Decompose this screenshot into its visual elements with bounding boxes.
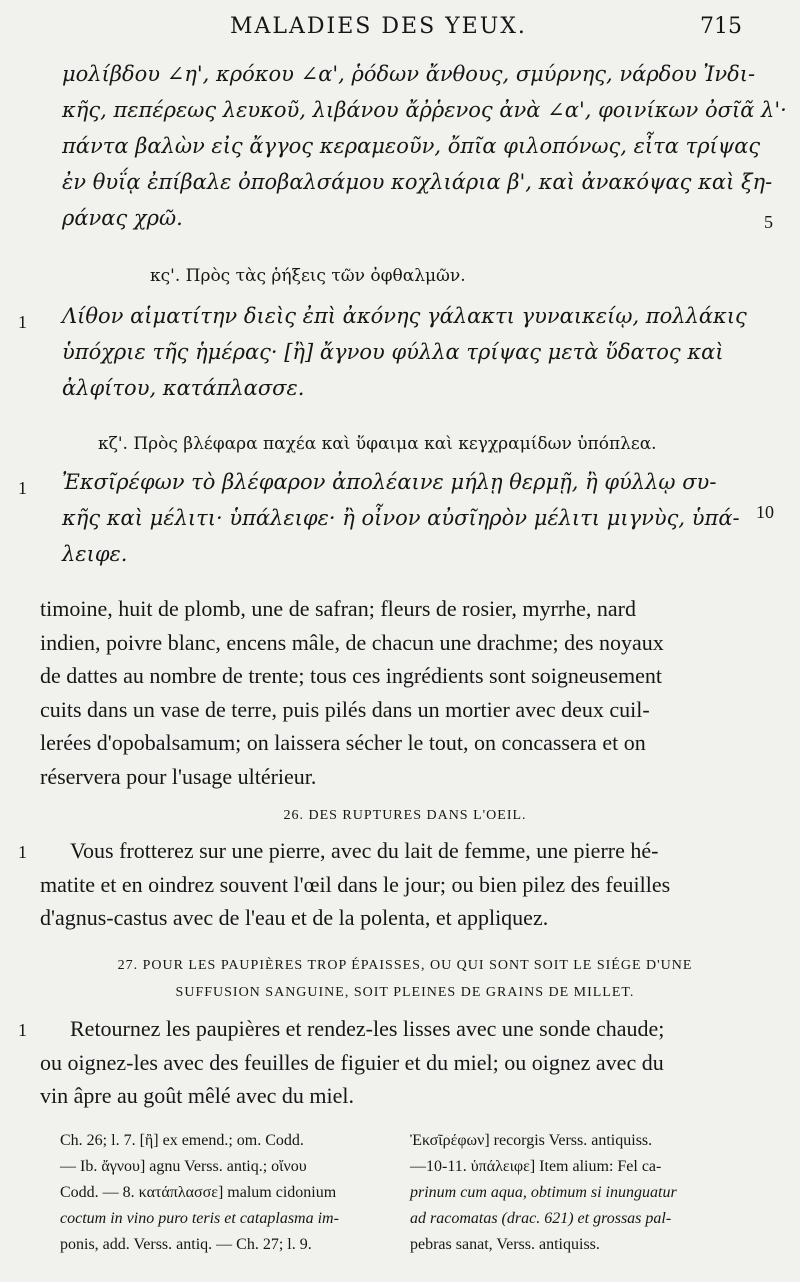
greek-line: Ἐκσῖρέφων τὸ βλέφαρον ἀπολέαινε μήλῃ θερμῇ, ἢ φύλλῳ συ- xyxy=(62,470,717,494)
greek-heading-26: κς'. Πρὸς τὰς ῥήξεις τῶν ὀφθαλμῶν. xyxy=(150,266,466,286)
french-heading-26: 26. DES RUPTURES DANS L'OEIL. xyxy=(283,808,527,823)
greek-line: ὑπόχριε τῆς ἡμέρας· [ἢ] ἄγνου φύλλα τρίψας μετὰ ὕδατος καὶ xyxy=(62,340,724,364)
french-line: vin âpre au goût mêlé avec du miel. xyxy=(40,1083,354,1108)
footnote-line: Ἐκσῖρέφων] recorgis Verss. antiquiss. xyxy=(410,1132,653,1149)
line-number-5: 5 xyxy=(764,212,773,232)
french-line: ou oignez-les avec des feuilles de figuier et du miel; ou oignez avec du xyxy=(40,1049,664,1075)
greek-line: κῆς καὶ μέλιτι· ὑπάλειφε· ἢ οἶνον αὐσῖηρὸν μέλιτι μιγνὺς, ὑπά- xyxy=(62,506,740,530)
footnotes-left-column xyxy=(60,1128,420,1258)
paragraph-marker: 1 xyxy=(18,312,27,332)
greek-line: ἀλφίτου, κατάπλασσε. xyxy=(62,376,305,400)
greek-heading-27: κζ'. Πρὸς βλέφαρα παχέα καὶ ὕφαιμα καὶ κεγχραμίδων ὑπόπλεα. xyxy=(98,434,657,454)
french-line: de dattes au nombre de trente; tous ces ingrédients sont soigneusement xyxy=(40,663,662,688)
french-line: timoine, huit de plomb, une de safran; fleurs de rosier, myrrhe, nard xyxy=(40,596,636,621)
paragraph-marker: 1 xyxy=(18,1020,27,1040)
running-title: MALADIES DES YEUX. xyxy=(230,14,527,39)
footnote-line: — Ib. ἄγνου] agnu Verss. antiq.; οἴνου xyxy=(60,1158,307,1175)
footnote-line: Ch. 26; l. 7. [ἢ] ex emend.; om. Codd. xyxy=(60,1132,304,1149)
greek-text-27 xyxy=(62,464,762,572)
french-line: matite et en oindrez souvent l'œil dans le jour; ou bien pilez des feuilles xyxy=(40,871,671,897)
greek-line: κῆς, πεπέρεως λευκοῦ, λιβάνου ἄῤῥενος ἀνὰ ∠α', φοινίκων ὀσῖᾶ λ'· xyxy=(62,98,787,122)
french-line: lerées d'opobalsamum; on laissera sécher le tout, on concassera et on xyxy=(40,730,646,755)
running-header xyxy=(40,14,760,44)
french-heading-27 xyxy=(40,952,770,1006)
footnote-line: pebras sanat, Verss. antiquiss. xyxy=(410,1236,600,1253)
french-line: indien, poivre blanc, encens mâle, de chacun une drachme; des noyaux xyxy=(40,629,664,655)
french-heading-27-line: SUFFUSION SANGUINE, SOIT PLEINES DE GRAINS DE MILLET. xyxy=(175,985,635,1000)
greek-line: ράνας χρῶ. xyxy=(62,206,183,230)
french-line: réservera pour l'usage ultérieur. xyxy=(40,763,317,789)
footnote-line: —10-11. ὑπάλειφε] Item alium: Fel ca- xyxy=(410,1158,662,1175)
greek-line: Λίθον αἱματίτην διεὶς ἐπὶ ἀκόνης γάλακτι γυναικείῳ, πολλάκις xyxy=(62,304,747,328)
footnotes-right-column xyxy=(410,1128,770,1258)
footnote-line: prinum cum aqua, obtimum si inunguatur xyxy=(410,1184,677,1201)
footnote-line: ponis, add. Verss. antiq. — Ch. 27; l. 9. xyxy=(60,1236,312,1253)
greek-line: πάντα βαλὼν εἰς ἄγγος κεραμεοῦν, ὄπῖα φιλοπόνως, εἶτα τρίψας xyxy=(62,134,761,158)
french-text-26 xyxy=(40,834,770,935)
footnote-line: coctum in vino puro teris et cataplasma im- xyxy=(60,1210,339,1227)
french-line: d'agnus-castus avec de l'eau et de la polenta, et appliquez. xyxy=(40,905,549,930)
greek-text-top xyxy=(62,56,787,236)
greek-line: ἐν θυΐᾳ ἐπίβαλε ὀποβαλσάμου κοχλιάρια β', καὶ ἀνακόψας καὶ ξη- xyxy=(62,170,773,194)
french-line: Retournez les paupières et rendez-les lisses avec une sonde chaude; xyxy=(70,1016,665,1041)
french-text-top xyxy=(40,592,760,793)
french-text-27 xyxy=(40,1012,770,1113)
page-number: 715 xyxy=(700,14,742,39)
french-line: cuits dans un vase de terre, puis pilés dans un mortier avec deux cuil- xyxy=(40,696,650,722)
footnote-line: ad racomatas (drac. 621) et grossas pal- xyxy=(410,1210,672,1227)
greek-line: λειφε. xyxy=(62,542,128,566)
greek-text-26 xyxy=(62,298,762,406)
french-line: Vous frotterez sur une pierre, avec du lait de femme, une pierre hé- xyxy=(70,838,659,863)
greek-line: μολίβδου ∠η', κρόκου ∠α', ῥόδων ἄνθους, σμύρνης, νάρδου Ἰνδι- xyxy=(62,62,756,86)
french-heading-27-line: 27. POUR LES PAUPIÈRES TROP ÉPAISSES, OU QUI SONT SOIT LE SIÉGE D'UNE xyxy=(117,958,693,973)
footnote-line: Codd. — 8. κατάπλασσε] malum cidonium xyxy=(60,1184,337,1201)
paragraph-marker: 1 xyxy=(18,478,27,498)
paragraph-marker: 1 xyxy=(18,842,27,862)
line-number-10: 10 xyxy=(756,502,774,522)
